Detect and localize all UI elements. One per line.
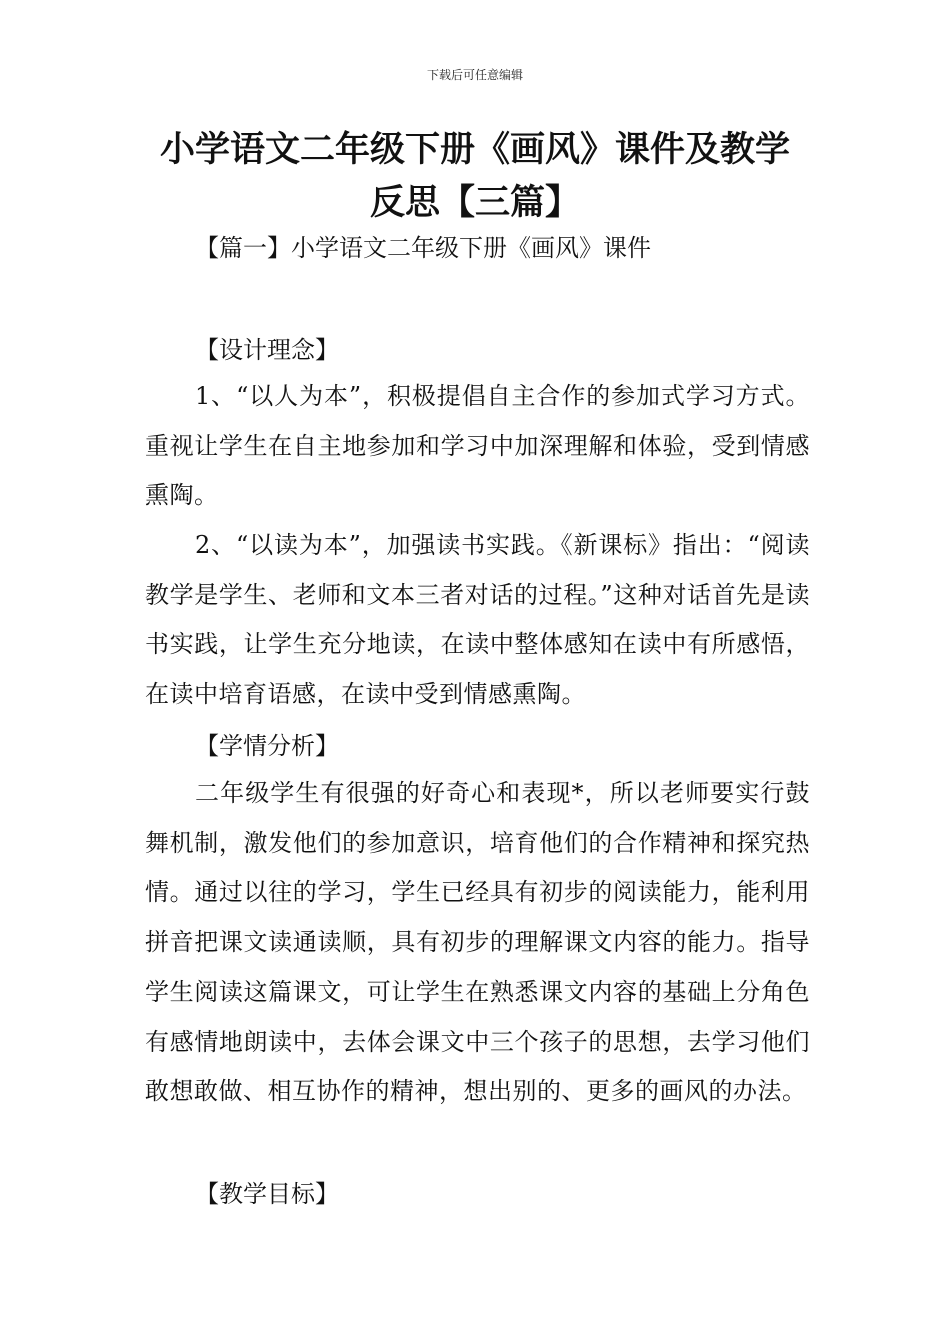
learning-analysis-heading: 【学情分析】	[195, 732, 339, 760]
document-title-line-1: 小学语文二年级下册《画风》课件及教学	[159, 130, 790, 170]
page-header-note: 下载后可任意编辑	[426, 68, 523, 82]
section-heading: 【篇一】小学语文二年级下册《画风》课件	[195, 234, 651, 262]
learning-analysis-paragraph: 二年级学生有很强的好奇心和表现*，所以老师要实行鼓舞机制，激发他们的参加意识，培育他们的合作精神和探究热情。通过以往的学习，学生已经具有初步的阅读能力，能利用拼音把课文读通读顺，具有初步的理解课文内容的能力。指导学生阅读这篇课文，可让学生在熟悉课文内容的基础上分角色有感情地朗读中，去体会课文中三个孩子的思想，去学习他们敢想敢做、相互协作的精神，想出别的、更多的画风的办法。	[145, 779, 810, 1106]
design-concept-paragraph-1: 1、“以人为本”，积极提倡自主合作的参加式学习方式。重视让学生在自主地参加和学习中加深理解和体验，受到情感熏陶。	[145, 382, 810, 510]
design-concept-heading: 【设计理念】	[195, 336, 339, 364]
design-concept-paragraph-2: 2、“以读为本”，加强读书实践。《新课标》指出：“阅读教学是学生、老师和文本三者对话的过程。”这种对话首先是读书实践，让学生充分地读，在读中整体感知在读中有所感悟，在读中培育语感，在读中受到情感熏陶。	[145, 531, 810, 709]
document-title-line-2: 反思【三篇】	[369, 183, 580, 223]
teaching-goals-heading: 【教学目标】	[195, 1180, 339, 1208]
